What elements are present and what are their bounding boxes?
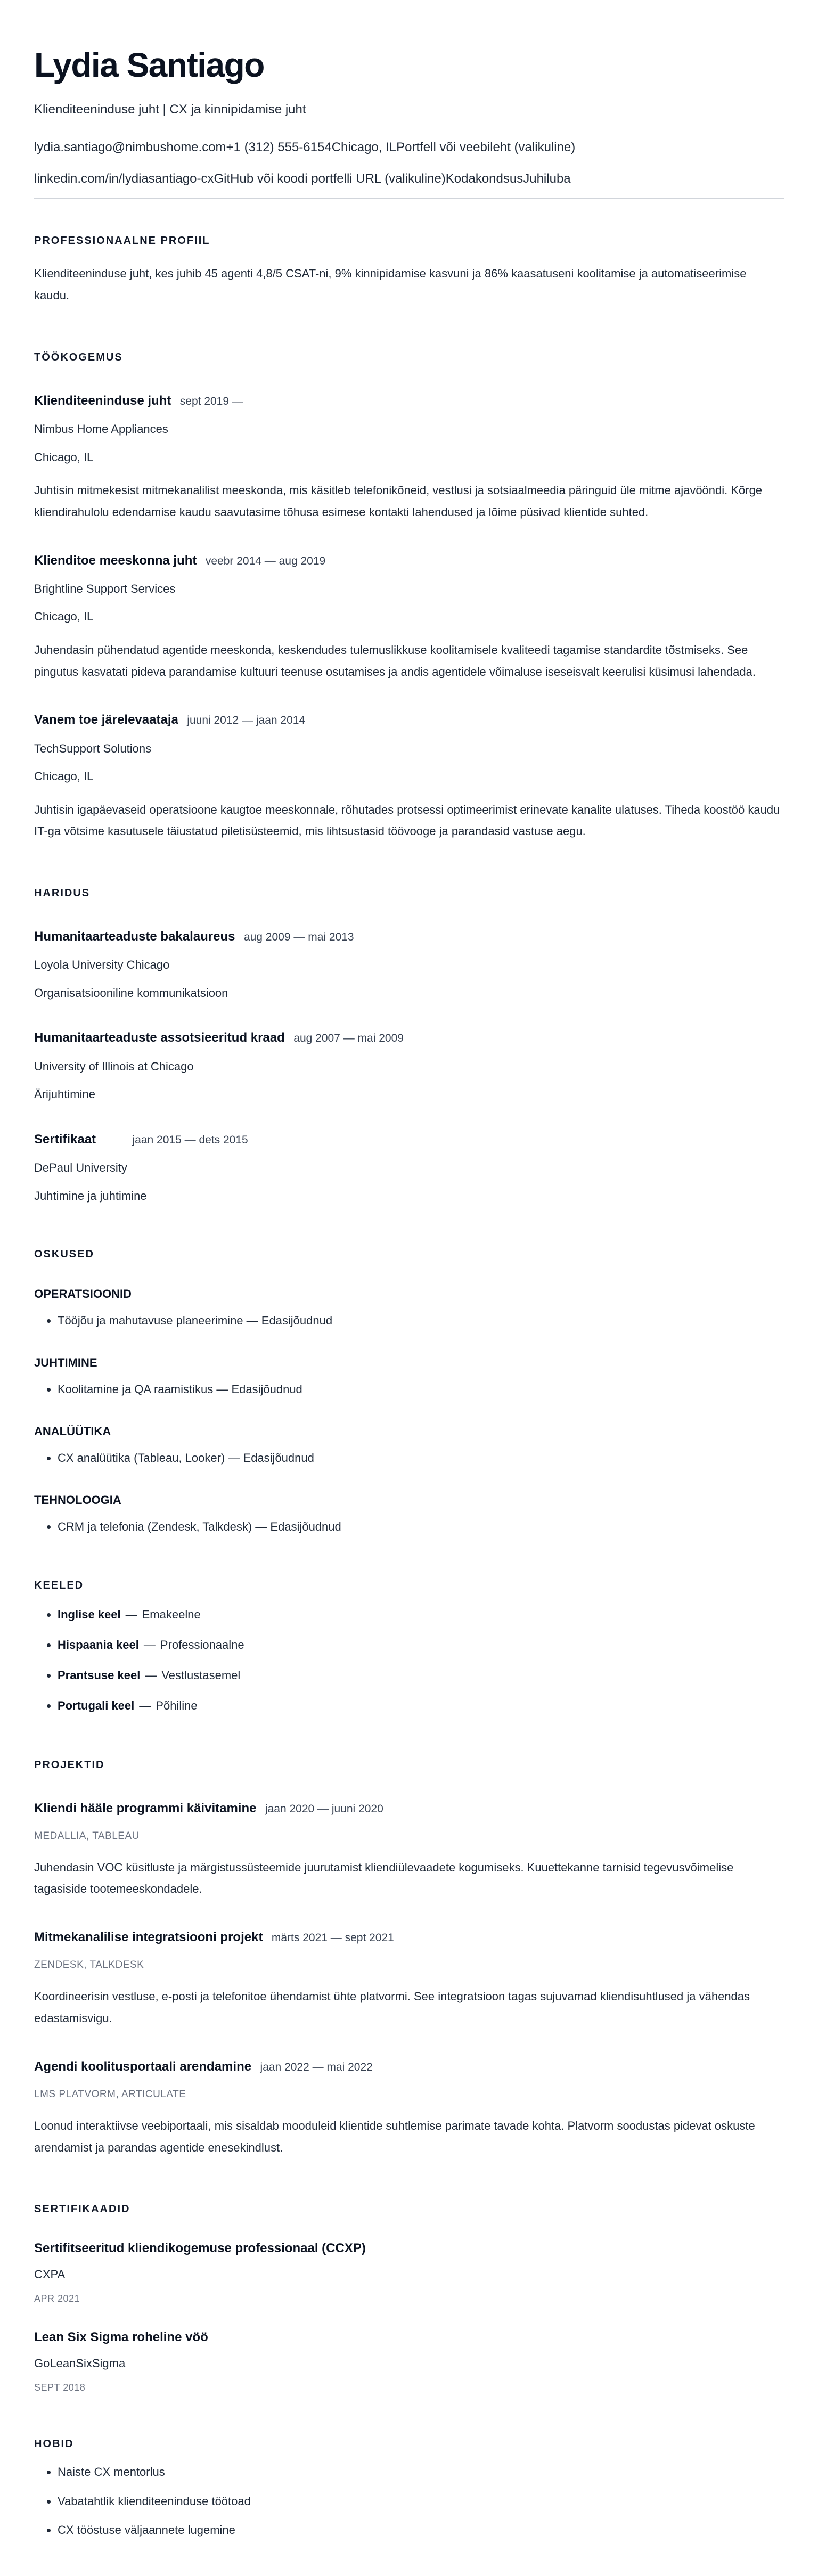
languages-section bbox=[34, 1580, 784, 1714]
skill-category-analytics: ANALÜÜTIKA bbox=[34, 1424, 111, 1438]
language-name: Portugali keel bbox=[58, 1698, 135, 1712]
certification-entry bbox=[34, 2240, 784, 2304]
skill-list-analytics bbox=[34, 1450, 784, 1467]
skill-item: • Tööjõu ja mahutavuse planeerimine — Edasijõudnud bbox=[58, 1313, 784, 1329]
job-company: TechSupport Solutions bbox=[34, 741, 152, 755]
hobby-list bbox=[34, 2464, 784, 2539]
project-description: Loonud interaktiivse veebiportaali, mis sisaldab mooduleid klientide suhtlemise parimate tavade kohta. Platvorm soodustas pidevat oskuste arendamist ja parandas agentide enesekindlust. bbox=[34, 2119, 755, 2154]
job-dates: veebr 2014 — aug 2019 bbox=[205, 554, 326, 567]
skill-item: • Koolitamine ja QA raamistikus — Edasijõudnud bbox=[58, 1381, 784, 1398]
language-level: Professionaalne bbox=[160, 1638, 244, 1652]
project-title-line bbox=[34, 1800, 784, 1817]
job-title: Vanem toe järelevaataja bbox=[34, 713, 178, 727]
skill-category-management: JUHTIMINE bbox=[34, 1356, 97, 1370]
education-entry bbox=[34, 1131, 784, 1204]
education-dates: jaan 2015 — dets 2015 bbox=[132, 1133, 248, 1146]
project-dates: jaan 2020 — juuni 2020 bbox=[265, 1802, 383, 1815]
certification-date: APR 2021 bbox=[34, 2293, 80, 2304]
skill-item: • CRM ja telefonia (Zendesk, Talkdesk) — Edasijõudnud bbox=[58, 1519, 784, 1535]
job-entry bbox=[34, 552, 784, 683]
job-dates: sept 2019 — bbox=[179, 395, 243, 407]
education-degree: Humanitaarteaduste assotsieeritud kraad bbox=[34, 1031, 285, 1045]
project-dates: jaan 2022 — mai 2022 bbox=[260, 2060, 373, 2073]
certifications-section bbox=[34, 2203, 784, 2393]
certification-title: Sertifitseeritud kliendikogemuse professionaal (CCXP) bbox=[34, 2241, 366, 2256]
certification-title-line bbox=[34, 2329, 784, 2345]
job-description: Juhendasin pühendatud agentide meeskonda, keskendudes tulemuslikkuse koolitamisele kvaliteedi tagamise standardite tõstmiseks. See pingutus kasvatati pideva parandamise kultuuri teenuse osutamises ja andis agentidele võimaluse iseseisvalt keerulisi küsimusi lahendada. bbox=[34, 643, 756, 678]
education-section bbox=[34, 887, 784, 1204]
project-title-line bbox=[34, 2058, 784, 2075]
hobbies-section-label: HOBID bbox=[34, 2438, 74, 2450]
education-dates: aug 2009 — mai 2013 bbox=[243, 931, 354, 944]
project-title: Mitmekanalilise integratsiooni projekt bbox=[34, 1930, 263, 1945]
education-field: Ärijuhtimine bbox=[34, 1087, 95, 1101]
language-separator: — bbox=[125, 1608, 137, 1622]
hobby-item: • Naiste CX mentorlus bbox=[58, 2464, 784, 2481]
skill-list-technology bbox=[34, 1519, 784, 1535]
job-location: Chicago, IL bbox=[34, 770, 94, 783]
skills-section bbox=[34, 1248, 784, 1535]
language-separator: — bbox=[143, 1638, 156, 1652]
project-dates: märts 2021 — sept 2021 bbox=[271, 1932, 394, 1944]
language-item bbox=[58, 1607, 784, 1623]
skills-section-label: OSKUSED bbox=[34, 1248, 94, 1261]
certification-date: SEPT 2018 bbox=[34, 2382, 86, 2393]
certification-entry bbox=[34, 2329, 784, 2393]
projects-section-label: PROJEKTID bbox=[34, 1759, 105, 1771]
education-degree: Humanitaarteaduste bakalaureus bbox=[34, 929, 235, 944]
language-name: Prantsuse keel bbox=[58, 1669, 141, 1682]
contact-github-placeholder: GitHub või koodi portfelli URL (valikuline) bbox=[214, 171, 446, 186]
skill-category-technology: TEHNOLOOGIA bbox=[34, 1493, 121, 1507]
certification-title: Lean Six Sigma roheline vöö bbox=[34, 2330, 208, 2345]
job-title-line bbox=[34, 712, 784, 728]
language-name: Inglise keel bbox=[58, 1608, 121, 1622]
resume-header bbox=[34, 47, 784, 199]
language-name: Hispaania keel bbox=[58, 1638, 139, 1652]
job-description: Juhtisin mitmekesist mitmekanalilist meeskonda, mis käsitleb telefonikõneid, vestlusi ja sotsiaalmeedia päringuid üle mitme ajavööndi. Kõrge kliendirahulolu edendamise kaudu saavutasime tõhusa esimese kontakti lahendused ja lõime püsivad klientide suhted. bbox=[34, 484, 763, 519]
hobbies-section bbox=[34, 2438, 784, 2539]
education-field: Juhtimine ja juhtimine bbox=[34, 1189, 147, 1203]
language-item bbox=[58, 1667, 784, 1684]
education-dates: aug 2007 — mai 2009 bbox=[293, 1032, 404, 1045]
job-title-line bbox=[34, 392, 784, 409]
certifications-section-label: SERTIFIKAADID bbox=[34, 2203, 130, 2215]
education-title-line bbox=[34, 928, 784, 945]
project-description: Juhendasin VOC küsitluste ja märgistussüsteemide juurutamist kliendiülevaadete kogumiseks. Kuuettekanne tarnisid tegevusvõimelise tagasiside tootemeeskondadele. bbox=[34, 1860, 734, 1896]
project-tech: MEDALLIA, TABLEAU bbox=[34, 1830, 140, 1842]
project-title: Kliendi hääle programmi käivitamine bbox=[34, 1801, 257, 1816]
project-entry bbox=[34, 1929, 784, 2030]
project-tech: ZENDESK, TALKDESK bbox=[34, 1959, 144, 1971]
language-level: Vestlustasemel bbox=[161, 1669, 241, 1682]
contact-license-label: Juhiluba bbox=[523, 171, 571, 186]
job-company: Nimbus Home Appliances bbox=[34, 422, 168, 436]
contact-line-1 bbox=[34, 139, 784, 156]
profile-section bbox=[34, 235, 784, 306]
skill-list-management bbox=[34, 1381, 784, 1398]
job-description: Juhtisin igapäevaseid operatsioone kaugtoe meeskonnale, rõhutades protsessi optimeerimist erinevate kanalite ulatuses. Tiheda koostöö kaudu IT-ga võtsime kasutusele täiustatud piletisüsteemid, mis lihtsustasid töövooge ja parandasid vastuse aegu. bbox=[34, 803, 780, 838]
contact-line-2 bbox=[34, 170, 784, 187]
languages-section-label: KEELED bbox=[34, 1580, 84, 1592]
language-list bbox=[34, 1607, 784, 1714]
job-company: Brightline Support Services bbox=[34, 582, 176, 595]
education-entry bbox=[34, 1029, 784, 1102]
profile-section-label: PROFESSIONAALNE PROFIIL bbox=[34, 235, 210, 247]
skill-list-operations bbox=[34, 1313, 784, 1329]
language-separator: — bbox=[145, 1669, 157, 1682]
job-entry bbox=[34, 392, 784, 524]
resume-name: Lydia Santiago bbox=[34, 46, 264, 84]
education-entry bbox=[34, 928, 784, 1001]
job-location: Chicago, IL bbox=[34, 610, 94, 624]
project-entry bbox=[34, 2058, 784, 2159]
job-dates: juuni 2012 — jaan 2014 bbox=[187, 714, 306, 727]
language-item bbox=[58, 1698, 784, 1714]
education-title-line bbox=[34, 1131, 784, 1148]
projects-section bbox=[34, 1759, 784, 2159]
language-separator: — bbox=[139, 1698, 151, 1712]
hobby-item: • CX tööstuse väljaannete lugemine bbox=[58, 2522, 784, 2539]
language-item bbox=[58, 1637, 784, 1654]
language-level: Põhiline bbox=[156, 1698, 198, 1712]
experience-section-label: TÖÖKOGEMUS bbox=[34, 351, 123, 363]
certification-title-line bbox=[34, 2240, 784, 2256]
skill-item: • CX analüütika (Tableau, Looker) — Edasijõudnud bbox=[58, 1450, 784, 1467]
contact-email: lydia.santiago@nimbushome.com bbox=[34, 140, 226, 155]
education-field: Organisatsiooniline kommunikatsioon bbox=[34, 986, 228, 1000]
education-title-line bbox=[34, 1029, 784, 1046]
project-tech: LMS PLATVORM, ARTICULATE bbox=[34, 2088, 186, 2100]
job-title-line bbox=[34, 552, 784, 569]
contact-linkedin: linkedin.com/in/lydiasantiago-cx bbox=[34, 171, 214, 186]
skill-category-operations: OPERATSIOONID bbox=[34, 1287, 132, 1301]
experience-section bbox=[34, 351, 784, 843]
contact-location: Chicago, IL bbox=[331, 140, 397, 155]
job-title: Klienditoe meeskonna juht bbox=[34, 553, 197, 568]
header-divider bbox=[34, 198, 784, 199]
certification-issuer: CXPA bbox=[34, 2268, 66, 2281]
education-degree: Sertifikaat bbox=[34, 1132, 96, 1147]
contact-portfolio-placeholder: Portfell või veebileht (valikuline) bbox=[396, 140, 576, 155]
job-location: Chicago, IL bbox=[34, 450, 94, 464]
project-entry bbox=[34, 1800, 784, 1901]
job-title: Klienditeeninduse juht bbox=[34, 393, 171, 408]
project-title-line bbox=[34, 1929, 784, 1945]
job-entry bbox=[34, 712, 784, 843]
education-school: University of Illinois at Chicago bbox=[34, 1059, 194, 1073]
education-school: DePaul University bbox=[34, 1161, 127, 1175]
contact-citizenship-label: Kodakondsus bbox=[445, 171, 523, 186]
project-description: Koordineerisin vestluse, e-posti ja telefonitoe ühendamist ühte platvormi. See integratsioon tagas sujuvamad kliendisuhtlused ja vähendas edastamisvigu. bbox=[34, 1990, 750, 2025]
resume-subtitle: Klienditeeninduse juht | CX ja kinnipidamise juht bbox=[34, 102, 306, 117]
profile-summary: Klienditeeninduse juht, kes juhib 45 agenti 4,8/5 CSAT-ni, 9% kinnipidamise kasvuni ja 86% kaasatuseni koolitamise ja automatiseerimise kaudu. bbox=[34, 267, 747, 302]
hobby-item: • Vabatahtlik klienditeeninduse töötoad bbox=[58, 2493, 784, 2510]
project-title: Agendi koolitusportaali arendamine bbox=[34, 2059, 252, 2074]
contact-phone: +1 (312) 555-6154 bbox=[226, 140, 332, 155]
certification-issuer: GoLeanSixSigma bbox=[34, 2357, 126, 2370]
education-section-label: HARIDUS bbox=[34, 887, 91, 899]
education-school: Loyola University Chicago bbox=[34, 958, 170, 972]
language-level: Emakeelne bbox=[142, 1608, 201, 1622]
